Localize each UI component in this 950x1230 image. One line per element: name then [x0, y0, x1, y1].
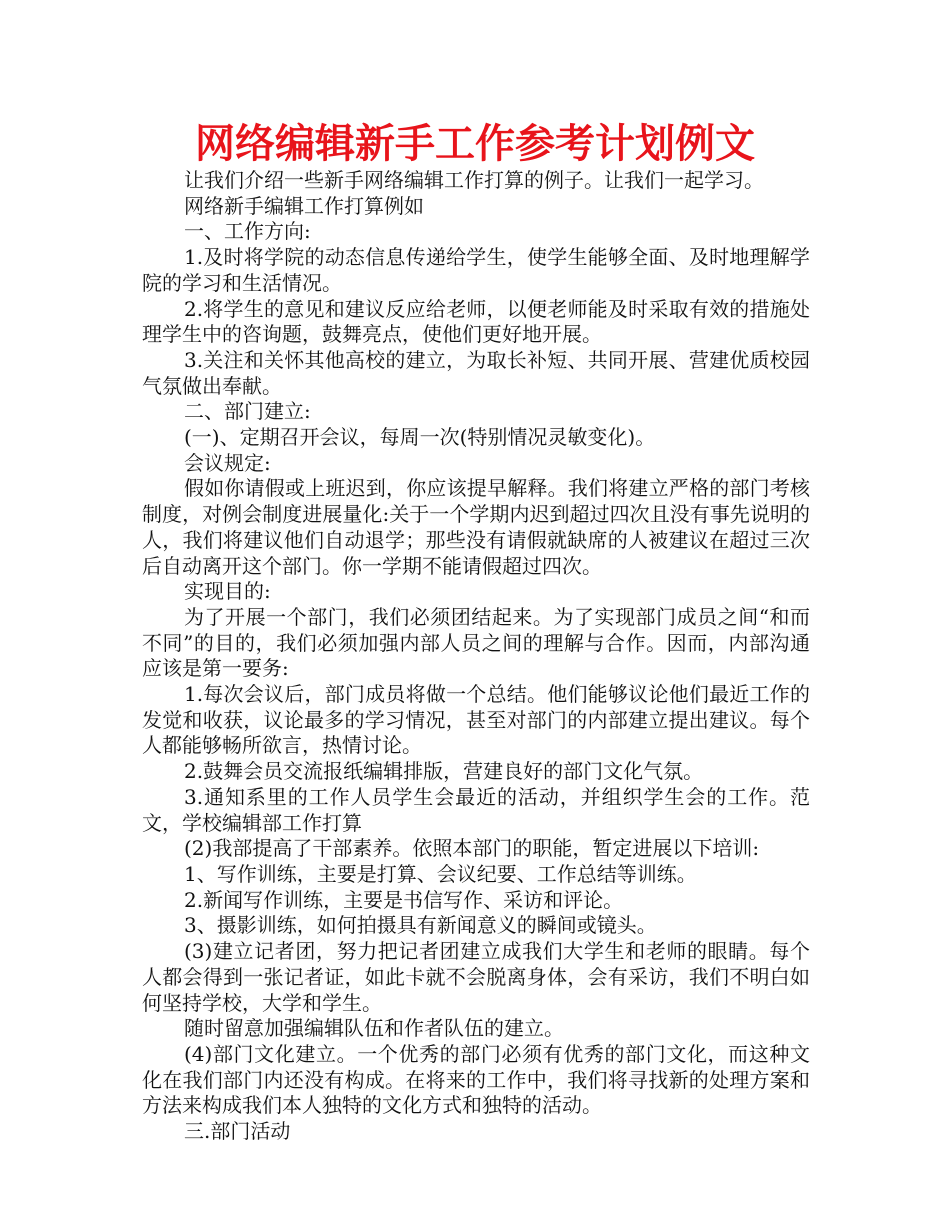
section-heading: 二、部门建立:: [184, 399, 311, 424]
paragraph: 2.将学生的意见和建议反应给老师，以便老师能及时采取有效的措施处理学生中的咨询题，鼓舞亮点，使他们更好地开展。: [142, 296, 810, 347]
paragraph: 1、写作训练，主要是打算、会议纪要、工作总结等训练。: [184, 861, 697, 886]
paragraph: (3)建立记者团，努力把记者团建立成我们大学生和老师的眼睛。每个人都会得到一张记者证，如此卡就不会脱离身体，会有采访，我们不明白如何坚持学校，大学和学生。: [142, 939, 810, 1015]
paragraph: 会议规定:: [184, 450, 271, 475]
paragraph: 为了开展一个部门，我们必须团结起来。为了实现部门成员之间“和而不同”的目的，我们必须加强内部人员之间的理解与合作。因而，内部沟通应该是第一要务:: [142, 604, 810, 681]
paragraph: 3、摄影训练，如何拍摄具有新闻意义的瞬间或镜头。: [184, 913, 657, 938]
paragraph: 2.鼓舞会员交流报纸编辑排版，营建良好的部门文化气氛。: [184, 759, 704, 784]
paragraph: 实现目的:: [184, 579, 271, 604]
document-title: 网络编辑新手工作参考计划例文: [195, 121, 755, 167]
paragraph: 3.通知系里的工作人员学生会最近的活动，并组织学生会的工作。范文，学校编辑部工作打算: [142, 784, 810, 835]
paragraph: 2.新闻写作训练，主要是书信写作、采访和评论。: [184, 887, 624, 912]
paragraph: (一)、定期召开会议，每周一次(特别情况灵敏变化)。: [184, 425, 656, 450]
paragraph: 3.关注和关怀其他高校的建立，为取长补短、共同开展、营建优质校园气氛做出奉献。: [142, 347, 810, 398]
paragraph: 随时留意加强编辑队伍和作者队伍的建立。: [184, 1016, 564, 1041]
paragraph: 网络新手编辑工作打算例如: [184, 193, 424, 218]
paragraph: (2)我部提高了干部素养。依照本部门的职能，暂定进展以下培训:: [184, 836, 760, 861]
section-heading: 三.部门活动: [184, 1119, 291, 1144]
paragraph: (4)部门文化建立。一个优秀的部门必须有优秀的部门文化，而这种文化在我们部门内还没有构成。在将来的工作中，我们将寻找新的处理方案和方法来构成我们本人独特的文化方式和独特的活动。: [142, 1041, 810, 1118]
paragraph: 1.每次会议后，部门成员将做一个总结。他们能够议论他们最近工作的发觉和收获，议论最多的学习情况，甚至对部门的内部建立提出建议。每个人都能够畅所欲言，热情讨论。: [142, 682, 810, 758]
paragraph: 假如你请假或上班迟到，你应该提早解释。我们将建立严格的部门考核制度，对例会制度进展量化:关于一个学期内迟到超过四次且没有事先说明的人，我们将建议他们自动退学；那些没有请假就缺席的人被建议在超过三次后自动离开这个部门。你一学期不能请假超过四次。: [142, 476, 810, 578]
section-heading: 一、工作方向:: [184, 219, 311, 244]
paragraph: 让我们介绍一些新手网络编辑工作打算的例子。让我们一起学习。: [184, 168, 764, 192]
document-body: [142, 168, 810, 1145]
paragraph: 1.及时将学院的动态信息传递给学生，使学生能够全面、及时地理解学院的学习和生活情况。: [142, 245, 810, 295]
